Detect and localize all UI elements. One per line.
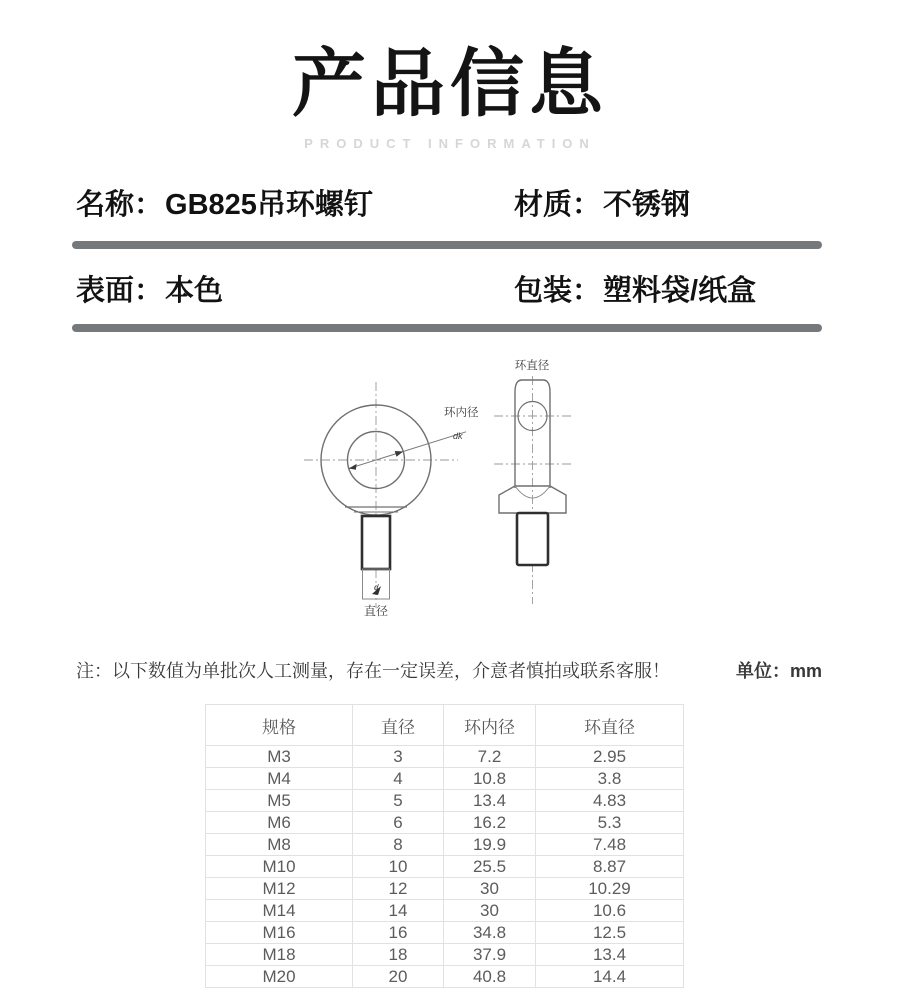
shank-diameter-label: 直径 [363,604,389,618]
divider-bottom [72,324,822,332]
table-cell: 6 [353,812,444,834]
measurement-note: 注：以下数值为单批次人工测量，存在一定误差，介意者慎拍或联系客服！ [76,661,670,681]
field-name-label: 名称： [76,189,164,221]
col-header-ring-inner-diameter: 环内径 [444,705,536,746]
field-package-label: 包装： [514,275,602,307]
table-cell: 7.48 [536,834,684,856]
page-subtitle: PRODUCT INFORMATION [304,136,596,151]
table-cell: 37.9 [444,944,536,966]
table-cell: M5 [206,790,353,812]
table-row [206,790,684,812]
table-cell: M14 [206,900,353,922]
table-header-row [206,705,684,746]
field-material [514,182,690,223]
table-cell: 40.8 [444,966,536,988]
d-label: d [374,583,379,592]
table-cell: 34.8 [444,922,536,944]
table-row [206,856,684,878]
spec-table-body [206,746,684,988]
field-package [514,268,756,309]
table-cell: 14.4 [536,966,684,988]
table-cell: 7.2 [444,746,536,768]
table-cell: 5 [353,790,444,812]
table-row [206,944,684,966]
page-title: 产品信息 [292,42,608,125]
field-package-value: 塑料袋/纸盒 [603,275,757,307]
table-cell: 3 [353,746,444,768]
unit-label: 单位：mm [736,661,823,681]
table-cell: 8 [353,834,444,856]
table-row [206,768,684,790]
table-row [206,746,684,768]
col-header-diameter: 直径 [353,705,444,746]
eyebolt-technical-drawing [266,352,616,632]
table-cell: 4.83 [536,790,684,812]
table-row [206,900,684,922]
table-cell: M8 [206,834,353,856]
table-row [206,966,684,988]
col-header-ring-diameter: 环直径 [536,705,684,746]
field-surface [76,268,223,309]
table-cell: M3 [206,746,353,768]
table-cell: 2.95 [536,746,684,768]
table-cell: M4 [206,768,353,790]
divider-top [72,241,822,249]
table-cell: M12 [206,878,353,900]
col-header-spec: 规格 [206,705,353,746]
table-row [206,812,684,834]
table-cell: 16 [353,922,444,944]
table-cell: 12.5 [536,922,684,944]
table-row [206,834,684,856]
table-cell: M18 [206,944,353,966]
table-cell: 13.4 [444,790,536,812]
table-cell: 8.87 [536,856,684,878]
table-cell: 10.8 [444,768,536,790]
table-cell: 19.9 [444,834,536,856]
field-surface-label: 表面： [76,275,164,307]
field-material-label: 材质： [514,189,602,221]
table-cell: 20 [353,966,444,988]
table-cell: M16 [206,922,353,944]
spec-table [205,704,684,988]
table-row [206,922,684,944]
table-row [206,878,684,900]
table-cell: 10.29 [536,878,684,900]
table-cell: 30 [444,900,536,922]
table-cell: 13.4 [536,944,684,966]
dk-label: dk [453,431,463,441]
field-name-value: GB825吊环螺钉 [165,189,373,221]
table-cell: 25.5 [444,856,536,878]
ring-diameter-label: 环直径 [514,360,550,372]
field-material-value: 不锈钢 [603,189,691,221]
table-cell: 14 [353,900,444,922]
table-cell: 4 [353,768,444,790]
table-cell: M20 [206,966,353,988]
ring-inner-diameter-label: 环内径 [444,407,479,419]
table-cell: M10 [206,856,353,878]
table-cell: 18 [353,944,444,966]
table-cell: M6 [206,812,353,834]
table-cell: 10.6 [536,900,684,922]
table-cell: 30 [444,878,536,900]
table-cell: 3.8 [536,768,684,790]
table-cell: 5.3 [536,812,684,834]
field-name [76,182,373,223]
table-cell: 10 [353,856,444,878]
field-surface-value: 本色 [165,275,224,307]
table-cell: 12 [353,878,444,900]
table-cell: 16.2 [444,812,536,834]
